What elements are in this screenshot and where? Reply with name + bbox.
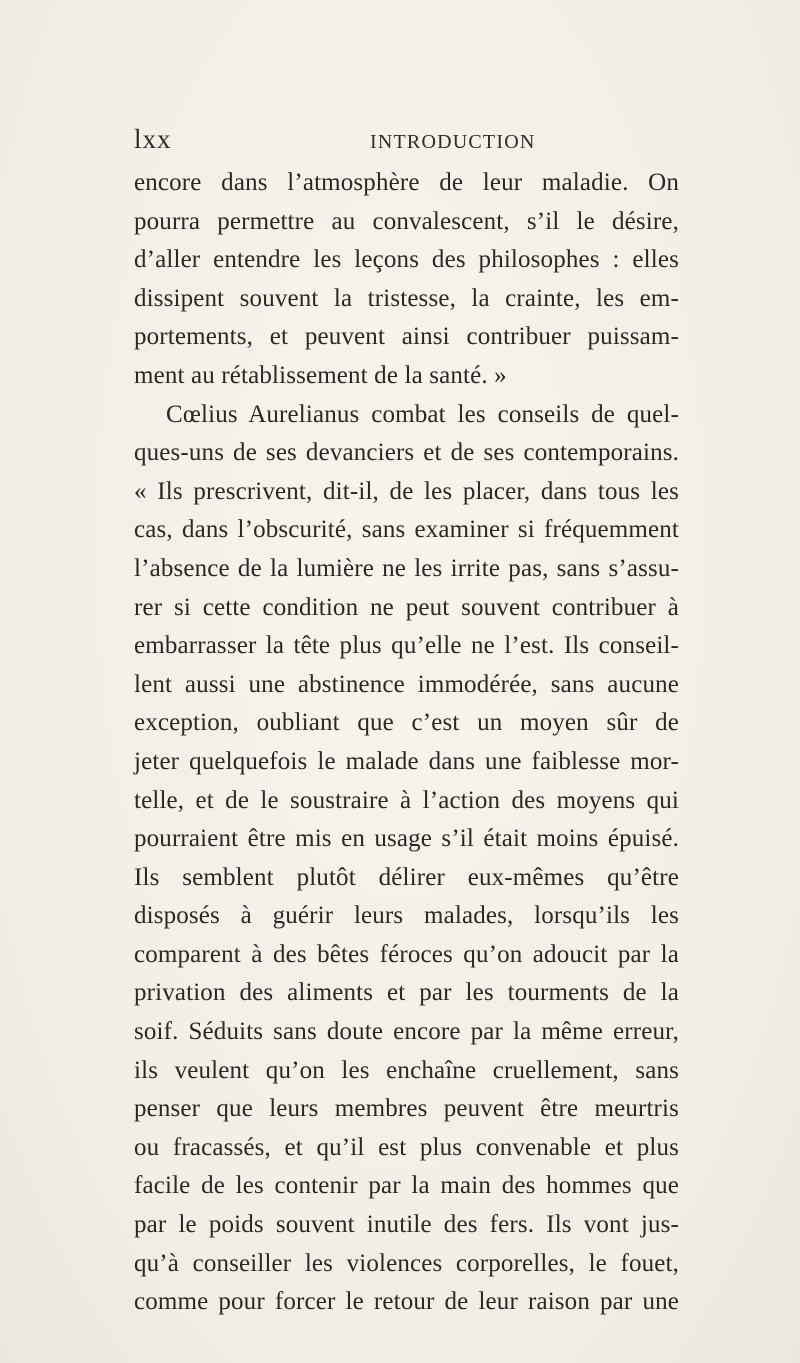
text-line: telle, et de le soustraire à l’action des moyens qui <box>134 786 679 814</box>
text-line: rer si cette condition ne peut souvent contribuer à <box>134 593 679 621</box>
text-line: portements, et peuvent ainsi contribuer puissam- <box>134 323 679 351</box>
page-number: lxx <box>134 124 172 154</box>
text-line: facile de les contenir par la main des hommes que <box>134 1172 679 1200</box>
text-line: exception, oubliant que c’est un moyen sûr de <box>134 709 679 737</box>
text-line: lent aussi une abstinence immodérée, sans aucune <box>134 670 679 698</box>
text-line: disposés à guérir leurs malades, lorsqu’ils les <box>134 902 679 930</box>
running-head <box>134 124 666 160</box>
text-line: pourraient être mis en usage s’il était moins épuisé. <box>134 825 679 853</box>
running-title: INTRODUCTION <box>370 131 536 153</box>
text-line: ou fracassés, et qu’il est plus convenable et plus <box>134 1133 679 1161</box>
text-line: soif. Séduits sans doute encore par la même erreur, <box>134 1018 679 1046</box>
text-line: « Ils prescrivent, dit-il, de les placer, dans tous les <box>134 477 679 505</box>
text-line: d’aller entendre les leçons des philosophes : elles <box>134 246 679 274</box>
text-line: embarrasser la tête plus qu’elle ne l’est. Ils conseil- <box>134 632 679 660</box>
text-line: ques-uns de ses devanciers et de ses contemporains. <box>134 439 679 467</box>
text-line: comme pour forcer le retour de leur raison par une <box>134 1288 679 1316</box>
text-line: jeter quelquefois le malade dans une faiblesse mor- <box>134 747 679 775</box>
text-line: Ils semblent plutôt délirer eux-mêmes qu’être <box>134 863 679 891</box>
text-line: qu’à conseiller les violences corporelles, le fouet, <box>134 1249 679 1277</box>
text-line: penser que leurs membres peuvent être meurtris <box>134 1095 679 1123</box>
text-line: l’absence de la lumière ne les irrite pas, sans s’assu- <box>134 554 679 582</box>
text-line: encore dans l’atmosphère de leur maladie. On <box>134 169 679 196</box>
text-line: ils veulent qu’on les enchaîne cruellement, sans <box>134 1056 679 1084</box>
text-line: par le poids souvent inutile des fers. Ils vont jus- <box>134 1211 679 1239</box>
text-line: pourra permettre au convalescent, s’il le désire, <box>134 207 679 235</box>
text-line: cas, dans l’obscurité, sans examiner si fréquemment <box>134 516 679 544</box>
text-line: ment au rétablissement de la santé. » <box>134 361 507 389</box>
text-line: dissipent souvent la tristesse, la crainte, les em- <box>134 284 679 312</box>
text-line: privation des aliments et par les tourments de la <box>134 979 679 1007</box>
text-line: Cœlius Aurelianus combat les conseils de quel- <box>166 400 679 428</box>
text-line: comparent à des bêtes féroces qu’on adoucit par la <box>134 940 679 968</box>
body-text <box>134 164 679 1322</box>
